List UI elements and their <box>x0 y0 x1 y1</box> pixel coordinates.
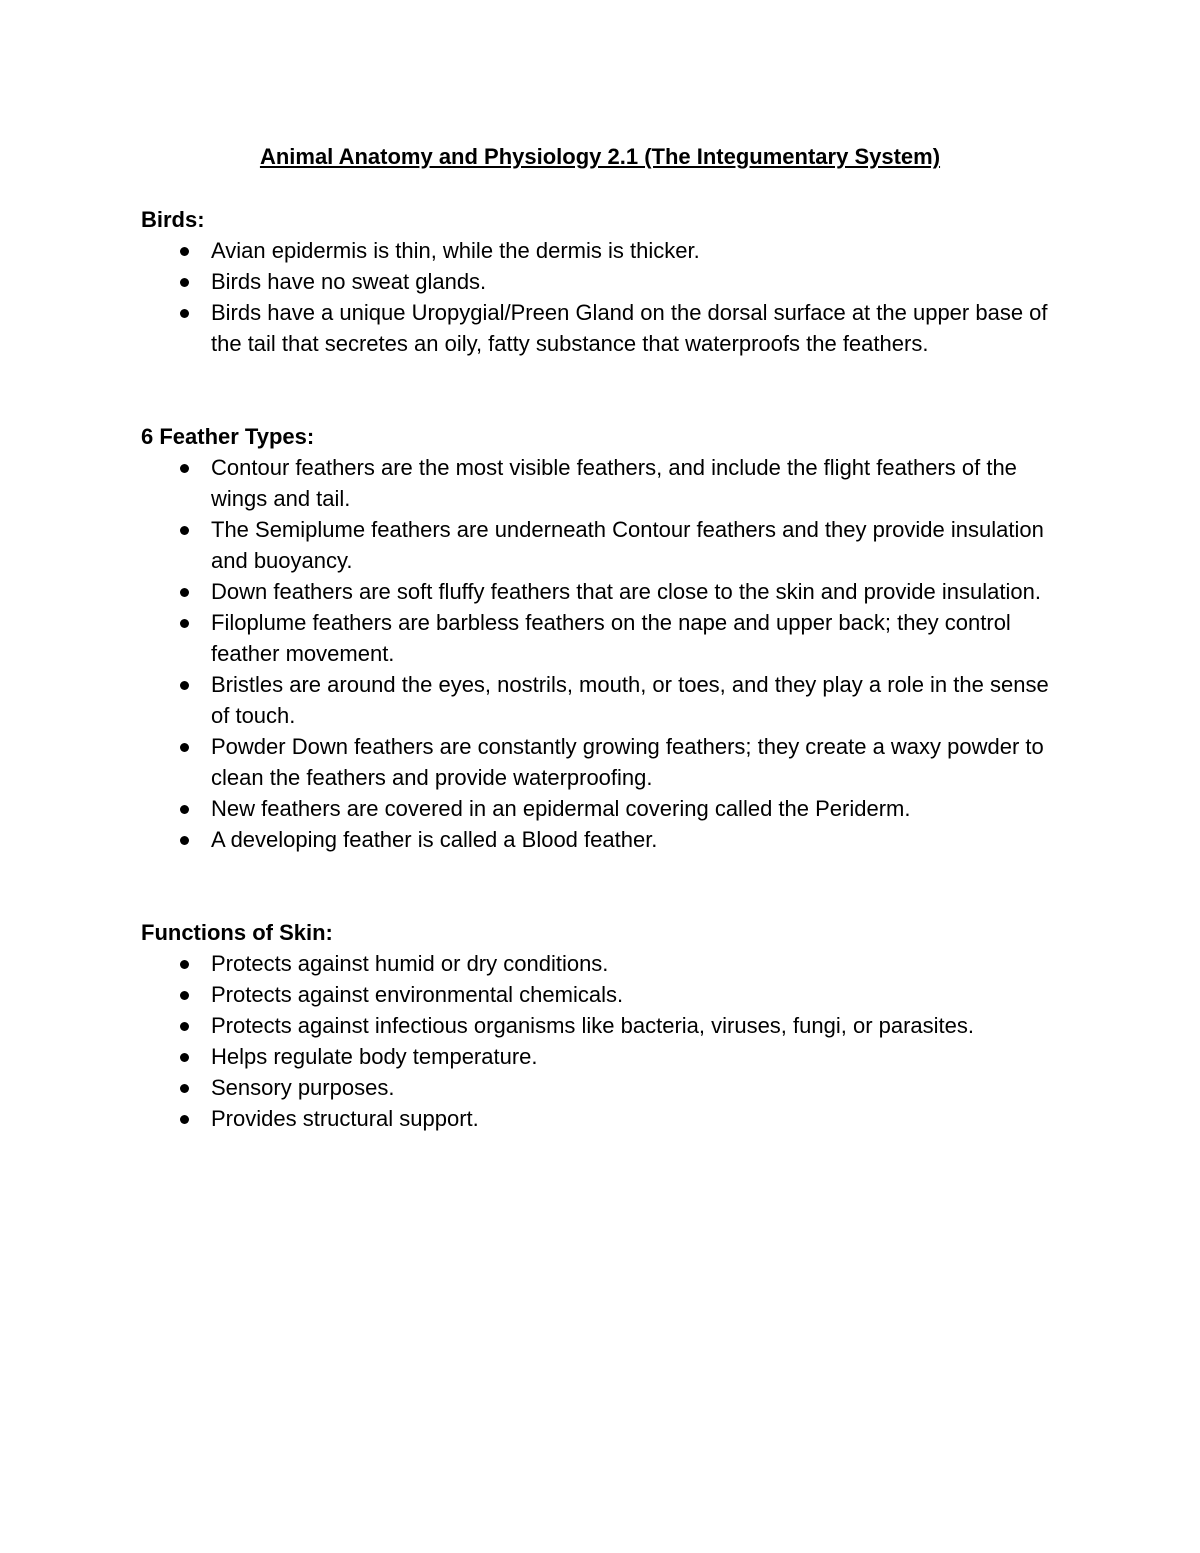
list-item <box>141 1103 1061 1134</box>
list-item-text: Birds have a unique Uropygial/Preen Gland on the dorsal surface at the upper base of the tail that secretes an oily, fatty substance that waterproofs the feathers. <box>211 300 1048 356</box>
bullet-icon <box>180 619 189 628</box>
list-item-text: Contour feathers are the most visible feathers, and include the flight feathers of the wings and tail. <box>211 455 1017 511</box>
list-item <box>141 452 1061 514</box>
bullet-icon <box>180 991 189 1000</box>
list-item <box>141 1041 1061 1072</box>
bullet-icon <box>180 805 189 814</box>
bullet-icon <box>180 743 189 752</box>
list-item <box>141 948 1061 979</box>
list-item <box>141 1010 1061 1041</box>
list-item-text: Protects against environmental chemicals. <box>211 982 624 1007</box>
list-item-text: A developing feather is called a Blood feather. <box>211 827 658 852</box>
bullet-icon <box>180 278 189 287</box>
bullet-icon <box>180 588 189 597</box>
list-item-text: Powder Down feathers are constantly growing feathers; they create a waxy powder to clean the feathers and provide waterproofing. <box>211 734 1044 790</box>
section-functions-of-skin <box>141 917 1061 1134</box>
section-heading-birds: Birds: <box>141 207 205 232</box>
list-item-text: Avian epidermis is thin, while the dermis is thicker. <box>211 238 700 263</box>
list-item-text: Protects against humid or dry conditions. <box>211 951 609 976</box>
list-item <box>141 576 1061 607</box>
bullet-icon <box>180 309 189 318</box>
list-item-text: Protects against infectious organisms like bacteria, viruses, fungi, or parasites. <box>211 1013 975 1038</box>
list-item-text: Birds have no sweat glands. <box>211 269 487 294</box>
list-item <box>141 793 1061 824</box>
list-item-text: The Semiplume feathers are underneath Contour feathers and they provide insulation and buoyancy. <box>211 517 1044 573</box>
document-title: Animal Anatomy and Physiology 2.1 (The Integumentary System) <box>259 144 941 169</box>
list-item-text: Filoplume feathers are barbless feathers on the nape and upper back; they control feather movement. <box>211 610 1011 666</box>
bullet-icon <box>180 526 189 535</box>
list-item-text: New feathers are covered in an epidermal covering called the Periderm. <box>211 796 911 821</box>
bullet-list-feather-types <box>141 452 1061 855</box>
list-item <box>141 607 1061 669</box>
list-item <box>141 669 1061 731</box>
section-feather-types <box>141 421 1061 855</box>
list-item <box>141 731 1061 793</box>
bullet-icon <box>180 1084 189 1093</box>
bullet-icon <box>180 1022 189 1031</box>
list-item-text: Down feathers are soft fluffy feathers that are close to the skin and provide insulation. <box>211 579 1041 604</box>
list-item <box>141 824 1061 855</box>
section-heading-feather-types: 6 Feather Types: <box>141 424 315 449</box>
section-heading-functions-of-skin: Functions of Skin: <box>141 920 333 945</box>
bullet-list-functions-of-skin <box>141 948 1061 1134</box>
bullet-icon <box>180 681 189 690</box>
list-item-text: Bristles are around the eyes, nostrils, mouth, or toes, and they play a role in the sense of touch. <box>211 672 1049 728</box>
bullet-icon <box>180 247 189 256</box>
bullet-icon <box>180 836 189 845</box>
list-item-text: Helps regulate body temperature. <box>211 1044 538 1069</box>
list-item <box>141 235 1061 266</box>
list-item <box>141 297 1061 359</box>
list-item <box>141 514 1061 576</box>
list-item <box>141 1072 1061 1103</box>
bullet-icon <box>180 960 189 969</box>
list-item-text: Sensory purposes. <box>211 1075 395 1100</box>
list-item-text: Provides structural support. <box>211 1106 479 1131</box>
list-item <box>141 266 1061 297</box>
bullet-icon <box>180 1053 189 1062</box>
list-item <box>141 979 1061 1010</box>
bullet-icon <box>180 1115 189 1124</box>
bullet-list-birds <box>141 235 1061 359</box>
section-birds <box>141 204 1061 359</box>
bullet-icon <box>180 464 189 473</box>
